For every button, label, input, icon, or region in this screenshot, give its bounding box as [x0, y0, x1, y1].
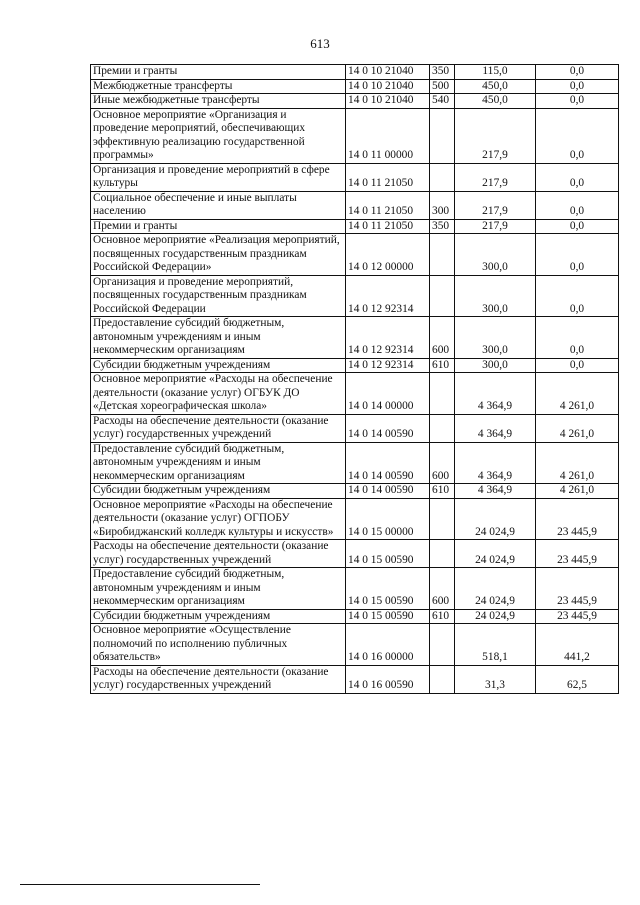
row-value-2024-cell: 62,5: [536, 665, 619, 693]
row-value-2024-cell: 0,0: [536, 79, 619, 94]
row-value-2023-cell: 300,0: [455, 358, 536, 373]
row-value-2024-cell: 0,0: [536, 234, 619, 276]
row-kind-cell: [430, 373, 455, 415]
row-kind-cell: 350: [430, 219, 455, 234]
row-name-cell: Организация и проведение мероприятий, посвященных государственным праздникам Российской Федерации: [91, 275, 346, 317]
row-value-2023-cell: 31,3: [455, 665, 536, 693]
row-code-cell: 14 0 11 00000: [346, 108, 430, 163]
row-kind-cell: [430, 275, 455, 317]
row-code-cell: 14 0 10 21040: [346, 65, 430, 80]
row-name-cell: Основное мероприятие «Расходы на обеспечение деятельности (оказание услуг) ОГПОБУ «Биробиджанский колледж культуры и искусств»: [91, 498, 346, 540]
row-kind-cell: 600: [430, 317, 455, 359]
row-kind-cell: [430, 498, 455, 540]
row-value-2024-cell: 0,0: [536, 219, 619, 234]
row-name-cell: Основное мероприятие «Организация и проведение мероприятий, обеспечивающих эффективную реализацию государственной программы»: [91, 108, 346, 163]
row-name-cell: Субсидии бюджетным учреждениям: [91, 609, 346, 624]
row-value-2023-cell: 4 364,9: [455, 373, 536, 415]
row-kind-cell: 540: [430, 94, 455, 109]
row-value-2023-cell: 300,0: [455, 275, 536, 317]
row-value-2023-cell: 24 024,9: [455, 568, 536, 610]
table-row: [91, 358, 619, 373]
row-value-2024-cell: 0,0: [536, 191, 619, 219]
row-code-cell: 14 0 11 21050: [346, 219, 430, 234]
row-value-2024-cell: 23 445,9: [536, 609, 619, 624]
row-value-2023-cell: 217,9: [455, 108, 536, 163]
row-kind-cell: 610: [430, 609, 455, 624]
row-kind-cell: [430, 108, 455, 163]
row-kind-cell: 610: [430, 484, 455, 499]
row-kind-cell: [430, 665, 455, 693]
row-value-2023-cell: 518,1: [455, 624, 536, 666]
footnote-separator: [20, 884, 260, 885]
row-value-2024-cell: 0,0: [536, 65, 619, 80]
row-kind-cell: 600: [430, 568, 455, 610]
table-row: [91, 191, 619, 219]
table-row: [91, 108, 619, 163]
row-code-cell: 14 0 14 00000: [346, 373, 430, 415]
row-value-2024-cell: 23 445,9: [536, 540, 619, 568]
row-name-cell: Межбюджетные трансферты: [91, 79, 346, 94]
table-row: [91, 484, 619, 499]
row-name-cell: Социальное обеспечение и иные выплаты населению: [91, 191, 346, 219]
row-kind-cell: 350: [430, 65, 455, 80]
table-row: [91, 414, 619, 442]
row-code-cell: 14 0 15 00590: [346, 609, 430, 624]
row-value-2023-cell: 300,0: [455, 317, 536, 359]
row-code-cell: 14 0 14 00590: [346, 442, 430, 484]
row-name-cell: Предоставление субсидий бюджетным, автономным учреждениям и иным некоммерческим организациям: [91, 317, 346, 359]
page-number: 613: [310, 36, 330, 51]
row-value-2023-cell: 450,0: [455, 94, 536, 109]
row-value-2023-cell: 300,0: [455, 234, 536, 276]
row-name-cell: Иные межбюджетные трансферты: [91, 94, 346, 109]
table-row: [91, 219, 619, 234]
row-kind-cell: [430, 414, 455, 442]
row-code-cell: 14 0 12 92314: [346, 317, 430, 359]
row-kind-cell: [430, 624, 455, 666]
row-value-2023-cell: 217,9: [455, 219, 536, 234]
table-row: [91, 498, 619, 540]
row-value-2024-cell: 4 261,0: [536, 414, 619, 442]
row-value-2024-cell: 23 445,9: [536, 568, 619, 610]
row-value-2023-cell: 4 364,9: [455, 484, 536, 499]
row-value-2024-cell: 4 261,0: [536, 484, 619, 499]
row-value-2023-cell: 450,0: [455, 79, 536, 94]
row-kind-cell: 600: [430, 442, 455, 484]
row-code-cell: 14 0 12 00000: [346, 234, 430, 276]
row-name-cell: Основное мероприятие «Расходы на обеспечение деятельности (оказание услуг) ОГБУК ДО «Детская хореографическая школа»: [91, 373, 346, 415]
row-code-cell: 14 0 15 00000: [346, 498, 430, 540]
row-kind-cell: 500: [430, 79, 455, 94]
row-name-cell: Основное мероприятие «Реализация мероприятий, посвященных государственным праздникам Российской Федерации»: [91, 234, 346, 276]
table-row: [91, 624, 619, 666]
row-value-2024-cell: 0,0: [536, 163, 619, 191]
row-value-2024-cell: 0,0: [536, 358, 619, 373]
row-value-2023-cell: 24 024,9: [455, 540, 536, 568]
row-kind-cell: 300: [430, 191, 455, 219]
table-row: [91, 94, 619, 109]
row-value-2023-cell: 4 364,9: [455, 414, 536, 442]
row-value-2024-cell: 441,2: [536, 624, 619, 666]
table-row: [91, 275, 619, 317]
row-name-cell: Расходы на обеспечение деятельности (оказание услуг) государственных учреждений: [91, 540, 346, 568]
row-code-cell: 14 0 16 00590: [346, 665, 430, 693]
table-row: [91, 442, 619, 484]
budget-table: [90, 64, 619, 694]
row-kind-cell: [430, 163, 455, 191]
row-code-cell: 14 0 14 00590: [346, 414, 430, 442]
row-name-cell: Организация и проведение мероприятий в сфере культуры: [91, 163, 346, 191]
table-row: [91, 568, 619, 610]
row-value-2023-cell: 24 024,9: [455, 498, 536, 540]
row-name-cell: Субсидии бюджетным учреждениям: [91, 358, 346, 373]
table-row: [91, 79, 619, 94]
table-row: [91, 163, 619, 191]
row-code-cell: 14 0 12 92314: [346, 358, 430, 373]
row-code-cell: 14 0 11 21050: [346, 163, 430, 191]
row-code-cell: 14 0 10 21040: [346, 79, 430, 94]
row-value-2023-cell: 115,0: [455, 65, 536, 80]
row-kind-cell: 610: [430, 358, 455, 373]
row-code-cell: 14 0 11 21050: [346, 191, 430, 219]
table-row: [91, 609, 619, 624]
row-value-2024-cell: 0,0: [536, 108, 619, 163]
row-code-cell: 14 0 10 21040: [346, 94, 430, 109]
row-value-2024-cell: 4 261,0: [536, 373, 619, 415]
row-value-2024-cell: 4 261,0: [536, 442, 619, 484]
row-name-cell: Предоставление субсидий бюджетным, автономным учреждениям и иным некоммерческим организациям: [91, 568, 346, 610]
row-name-cell: Премии и гранты: [91, 65, 346, 80]
row-value-2023-cell: 217,9: [455, 191, 536, 219]
row-value-2024-cell: 0,0: [536, 317, 619, 359]
row-code-cell: 14 0 14 00590: [346, 484, 430, 499]
table-row: [91, 317, 619, 359]
table-row: [91, 540, 619, 568]
row-name-cell: Премии и гранты: [91, 219, 346, 234]
row-value-2024-cell: 0,0: [536, 275, 619, 317]
row-kind-cell: [430, 234, 455, 276]
row-code-cell: 14 0 15 00590: [346, 540, 430, 568]
row-name-cell: Субсидии бюджетным учреждениям: [91, 484, 346, 499]
row-kind-cell: [430, 540, 455, 568]
row-value-2024-cell: 0,0: [536, 94, 619, 109]
row-name-cell: Предоставление субсидий бюджетным, автономным учреждениям и иным некоммерческим организациям: [91, 442, 346, 484]
row-value-2023-cell: 4 364,9: [455, 442, 536, 484]
row-value-2024-cell: 23 445,9: [536, 498, 619, 540]
table-row: [91, 373, 619, 415]
table-row: [91, 65, 619, 80]
table-row: [91, 665, 619, 693]
row-code-cell: 14 0 15 00590: [346, 568, 430, 610]
row-value-2023-cell: 217,9: [455, 163, 536, 191]
row-code-cell: 14 0 12 92314: [346, 275, 430, 317]
row-name-cell: Расходы на обеспечение деятельности (оказание услуг) государственных учреждений: [91, 414, 346, 442]
table-row: [91, 234, 619, 276]
row-value-2023-cell: 24 024,9: [455, 609, 536, 624]
row-name-cell: Расходы на обеспечение деятельности (оказание услуг) государственных учреждений: [91, 665, 346, 693]
row-name-cell: Основное мероприятие «Осуществление полномочий по исполнению публичных обязательств»: [91, 624, 346, 666]
row-code-cell: 14 0 16 00000: [346, 624, 430, 666]
budget-table-body: [91, 65, 619, 694]
